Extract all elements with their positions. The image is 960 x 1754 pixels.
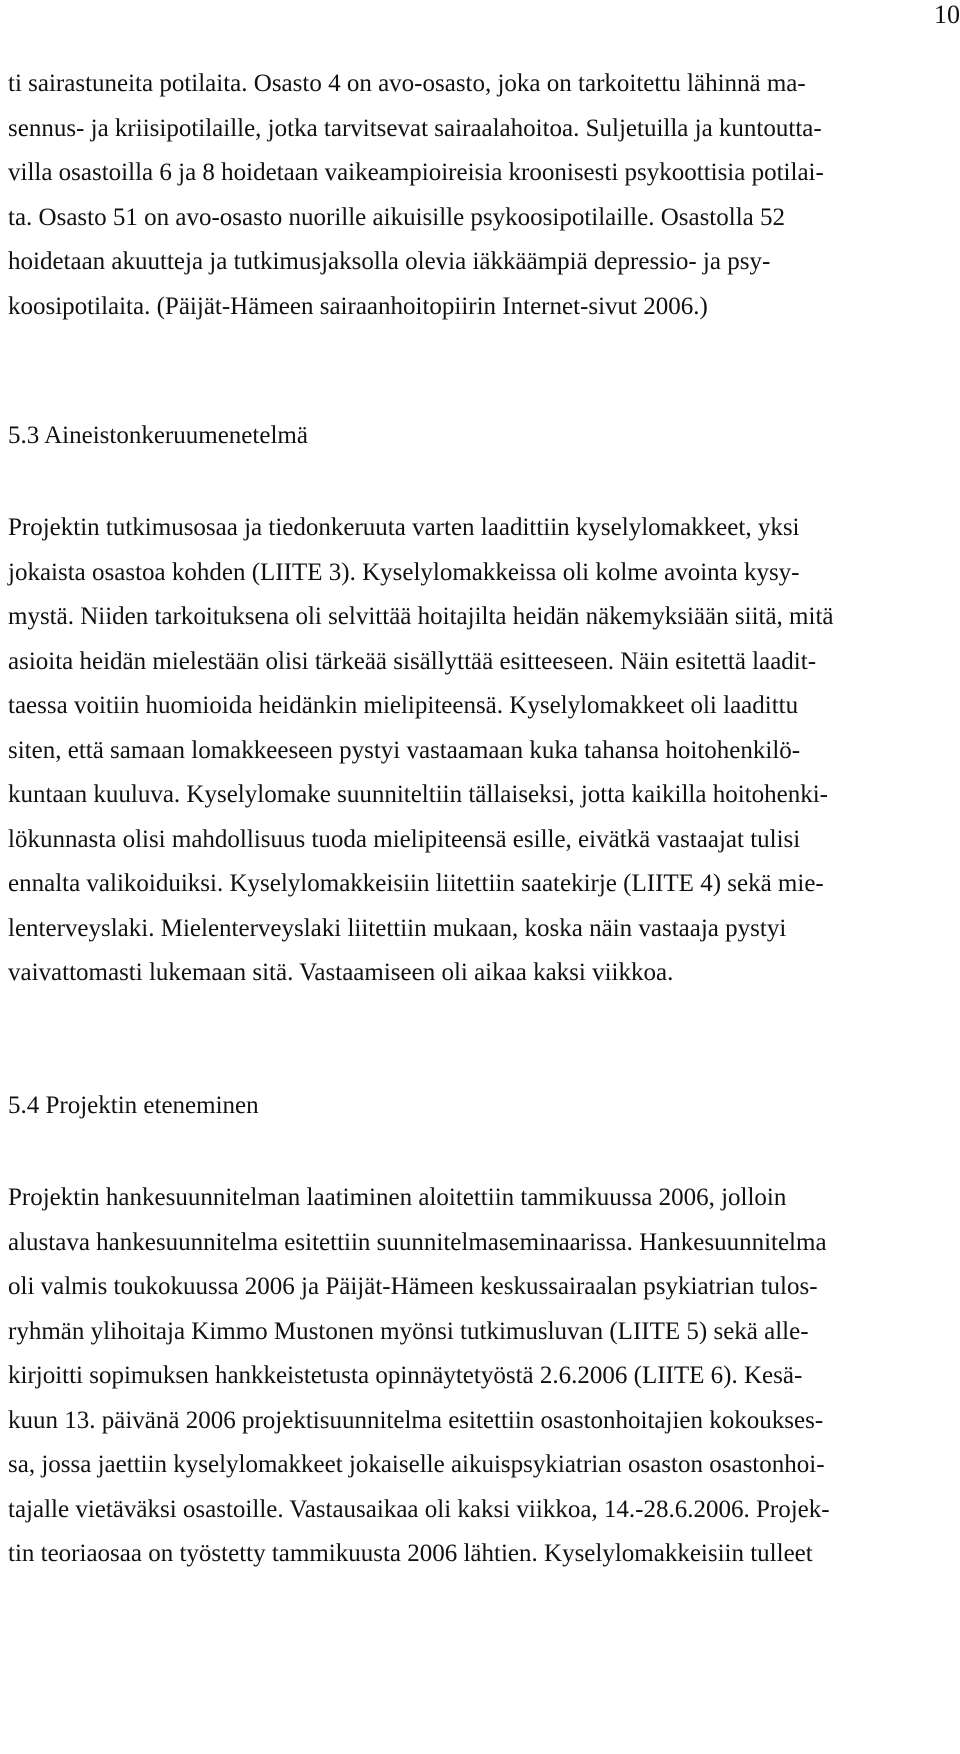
text-line: ti sairastuneita potilaita. Osasto 4 on avo-osasto, joka on tarkoitettu lähinnä ma- xyxy=(8,70,806,97)
paragraph-5-4 xyxy=(8,1176,830,1577)
paragraph-intro xyxy=(8,62,824,329)
text-line: tajalle vietäväksi osastoille. Vastausaikaa oli kaksi viikkoa, 14.-28.6.2006. Projek- xyxy=(8,1495,830,1523)
text-line: kuun 13. päivänä 2006 projektisuunnitelma esitettiin osastonhoitajien kokoukses- xyxy=(8,1406,824,1434)
text-line: kuntaan kuuluva. Kyselylomake suunniteltiin tällaiseksi, jotta kaikilla hoitohenki- xyxy=(8,781,828,808)
text-line: vaivattomasti lukemaan sitä. Vastaamiseen oli aikaa kaksi viikkoa. xyxy=(8,959,674,986)
text-line: asioita heidän mielestään olisi tärkeää sisällyttää esitteeseen. Näin esitettä laadit- xyxy=(8,647,817,675)
text-line: taessa voitiin huomioida heidänkin mielipiteensä. Kyselylomakkeet oli laadittu xyxy=(8,692,799,719)
text-line: villa osastoilla 6 ja 8 hoidetaan vaikeampioireisia kroonisesti psykoottisia potilai- xyxy=(8,159,824,186)
text-line: sennus- ja kriisipotilaille, jotka tarvitsevat sairaalahoitoa. Suljetuilla ja kuntoutta- xyxy=(8,114,822,142)
text-line: ta. Osasto 51 on avo-osasto nuorille aikuisille psykoosipotilaille. Osastolla 52 xyxy=(8,203,785,231)
text-line: kirjoitti sopimuksen hankkeistetusta opinnäytetyöstä 2.6.2006 (LIITE 6). Kesä- xyxy=(8,1362,803,1389)
paragraph-5-3 xyxy=(8,506,834,996)
text-line: jokaista osastoa kohden (LIITE 3). Kyselylomakkeissa oli kolme avointa kysy- xyxy=(8,558,800,586)
text-line: sa, jossa jaettiin kyselylomakkeet jokaiselle aikuispsykiatrian osaston osastonhoi- xyxy=(8,1451,825,1478)
text-line: lökunnasta olisi mahdollisuus tuoda mielipiteensä esille, eivätkä vastaajat tulisi xyxy=(8,825,801,853)
text-line: Projektin hankesuunnitelman laatiminen aloitettiin tammikuussa 2006, jolloin xyxy=(8,1184,787,1211)
text-line: alustava hankesuunnitelma esitettiin suunnitelmaseminaarissa. Hankesuunnitelma xyxy=(8,1228,827,1256)
text-line: koosipotilaita. (Päijät-Hämeen sairaanhoitopiirin Internet-sivut 2006.) xyxy=(8,292,708,320)
text-line: ennalta valikoiduiksi. Kyselylomakkeisiin liitettiin saatekirje (LIITE 4) sekä mie- xyxy=(8,870,824,897)
page-number: 10 xyxy=(934,0,960,29)
text-line: lenterveyslaki. Mielenterveyslaki liitettiin mukaan, koska näin vastaaja pystyi xyxy=(8,914,787,942)
section-heading-5-3: 5.3 Aineistonkeruumenetelmä xyxy=(8,422,308,449)
text-line: mystä. Niiden tarkoituksena oli selvittää hoitajilta heidän näkemyksiään siitä, mitä xyxy=(8,603,834,630)
text-line: tin teoriaosaa on työstetty tammikuusta 2006 lähtien. Kyselylomakkeisiin tulleet xyxy=(8,1540,813,1567)
text-line: Projektin tutkimusosaa ja tiedonkeruuta varten laadittiin kyselylomakkeet, yksi xyxy=(8,514,800,541)
text-line: hoidetaan akuutteja ja tutkimusjaksolla olevia iäkkäämpiä depressio- ja psy- xyxy=(8,248,771,275)
text-line: siten, että samaan lomakkeeseen pystyi vastaamaan kuka tahansa hoitohenkilö- xyxy=(8,736,801,764)
text-line: ryhmän ylihoitaja Kimmo Mustonen myönsi tutkimusluvan (LIITE 5) sekä alle- xyxy=(8,1317,809,1345)
section-heading-5-4: 5.4 Projektin eteneminen xyxy=(8,1092,259,1119)
text-line: oli valmis toukokuussa 2006 ja Päijät-Hämeen keskussairaalan psykiatrian tulos- xyxy=(8,1273,818,1300)
